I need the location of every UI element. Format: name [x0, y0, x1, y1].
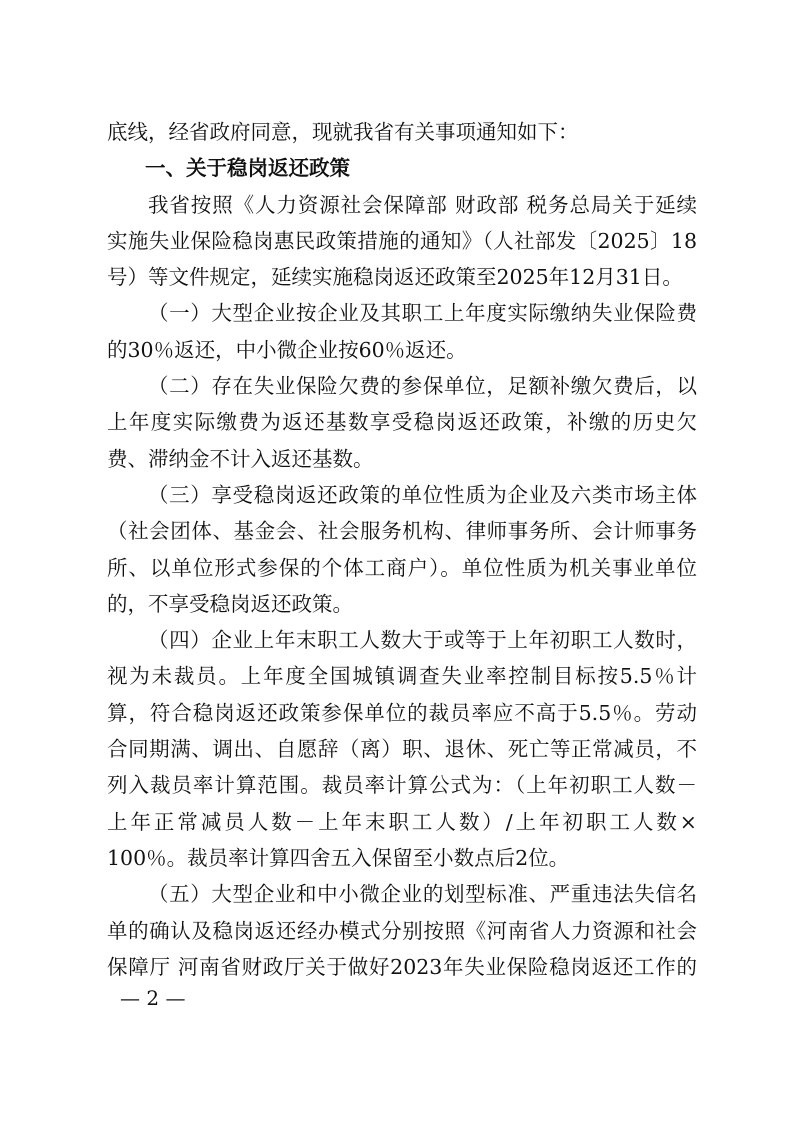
paragraph-line: 所、以单位形式参保的个体工商户）。单位性质为机关事业单位: [107, 555, 697, 580]
paragraph-line: 视为未裁员。上年度全国城镇调查失业率控制目标按5.5％计: [107, 664, 697, 689]
paragraph-line: 列入裁员率计算范围。裁员率计算公式为：（上年初职工人数－: [107, 773, 697, 798]
paragraph-line: 的，不享受稳岗返还政策。: [107, 591, 353, 616]
paragraph-line: （五）大型企业和中小微企业的划型标准、严重违法失信名: [148, 882, 697, 907]
paragraph-line: （三）享受稳岗返还政策的单位性质为企业及六类市场主体: [148, 482, 697, 507]
paragraph-line: 单的确认及稳岗返还经办模式分别按照《河南省人力资源和社会: [107, 918, 697, 943]
paragraph-line: 合同期满、调出、自愿辞（离）职、退休、死亡等正常减员，不: [107, 737, 697, 762]
document-body: [107, 114, 697, 985]
paragraph-line: 号）等文件规定，延续实施稳岗返还政策至2025年12月31日。: [107, 265, 683, 290]
section-heading: 一、关于稳岗返还政策: [145, 156, 350, 181]
paragraph-line: 我省按照《人力资源社会保障部 财政部 税务总局关于延续: [148, 192, 697, 217]
paragraph-line: 上年正常减员人数－上年末职工人数）/上年初职工人数×: [107, 809, 697, 834]
paragraph-line: （一）大型企业按企业及其职工上年度实际缴纳失业保险费: [148, 301, 697, 326]
paragraph-line: 算，符合稳岗返还政策参保单位的裁员率应不高于5.5％。劳动: [107, 700, 697, 725]
paragraph-line: （四）企业上年末职工人数大于或等于上年初职工人数时，: [148, 628, 697, 653]
paragraph-line: 费、滞纳金不计入返还基数。: [107, 446, 374, 471]
paragraph-line: 保障厅 河南省财政厅关于做好2023年失业保险稳岗返还工作的: [107, 954, 697, 979]
page-number: — 2 —: [120, 986, 186, 1010]
paragraph-line: 实施失业保险稳岗惠民政策措施的通知》（人社部发〔2025〕18: [107, 228, 697, 253]
paragraph-line: 底线，经省政府同意，现就我省有关事项通知如下：: [107, 120, 579, 144]
paragraph-line: 的30％返还，中小微企业按60％返还。: [107, 337, 467, 362]
paragraph-line: 上年度实际缴费为返还基数享受稳岗返还政策，补缴的历史欠: [107, 410, 697, 435]
paragraph-line: （社会团体、基金会、社会服务机构、律师事务所、会计师事务: [107, 519, 697, 544]
paragraph-line: （二）存在失业保险欠费的参保单位，足额补缴欠费后，以: [148, 374, 697, 399]
paragraph-line: 100％。裁员率计算四舍五入保留至小数点后2位。: [107, 845, 570, 870]
